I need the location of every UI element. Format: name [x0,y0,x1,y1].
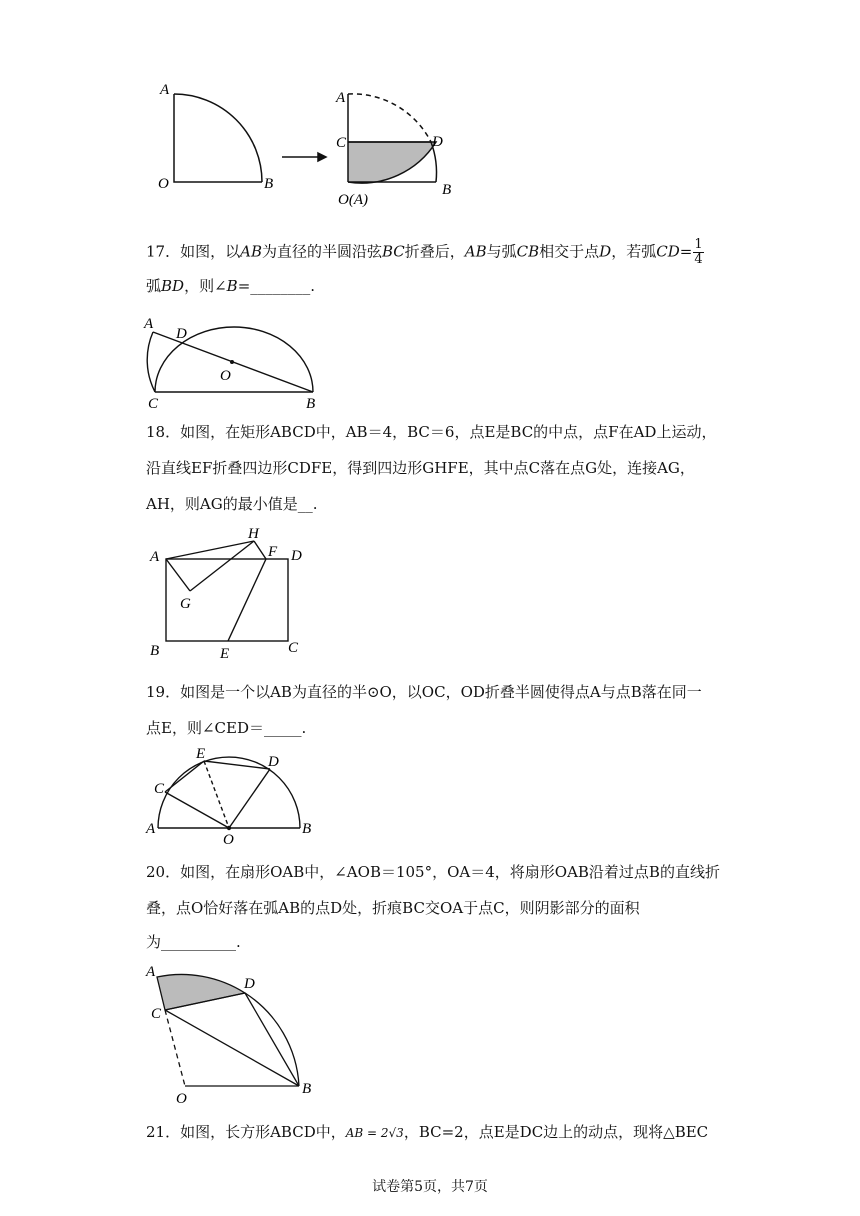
label-D: D [291,548,302,564]
q17-text: 折叠后， [404,242,465,261]
q17-var: D [599,242,612,261]
label-B: B [150,643,160,659]
question-17-line2 [146,276,315,296]
label-B: B [306,396,316,412]
q17-text: ，则∠ [184,277,227,295]
q17-text: 弧 [146,277,162,295]
question-19-line1: 19．如图是一个以AB为直径的半⊙O，以OC，OD折叠半圆使得点A与点B落在同一 [146,683,702,701]
figure-16 [150,74,470,209]
label-H: H [248,526,259,542]
label-B2: B [442,182,452,198]
label-D: D [176,326,187,342]
figure-20 [140,960,330,1110]
figure-17 [140,312,340,412]
label-C: C [336,135,347,151]
figure-18 [146,524,316,660]
label-O: O [223,832,234,844]
question-20-line1: 20．如图，在扇形OAB中，∠AOB＝105°，OA＝4，将扇形OAB沿着过点B的直线折 [146,863,720,881]
label-O: O [220,368,231,384]
q17-text: 为直径的半圆沿弦 [261,242,382,261]
q17-var: BC [381,242,405,261]
label-C: C [148,396,159,412]
q17-var: BD [161,277,185,295]
label-B: B [302,821,312,837]
q17-text: 与弧 [486,242,517,261]
q17-number: 17． [146,242,181,261]
label-C: C [288,640,299,656]
figure-19 [140,744,320,844]
q17-var: AB [464,242,487,261]
page-footer: 试卷第5页，共7页 [372,1179,488,1195]
label-D: D [432,134,443,150]
q17-text: ，若弧 [611,242,657,261]
label-OA: O(A) [338,192,368,208]
question-18-line1: 18．如图，在矩形ABCD中，AB＝4，BC＝6，点E是BC的中点，点F在AD上运动， [146,423,717,441]
q17-text: =________. [237,277,316,295]
q21-text: 21．如图，长方形ABCD中， [146,1123,346,1141]
fraction-one-quarter [693,238,703,267]
label-E: E [196,746,206,762]
label-E: E [220,646,230,660]
label-A: A [144,316,154,332]
label-C: C [154,781,165,797]
label-G: G [180,596,191,612]
q21-expression: AB = 2√3 [345,1126,404,1140]
label-F: F [268,544,278,560]
question-18-line3: AH，则AG的最小值是__. [146,495,318,513]
label-C: C [151,1006,162,1022]
question-19-line2: 点E，则∠CED＝_____. [146,719,307,737]
label-B: B [302,1081,312,1097]
question-20-line3: 为__________. [146,933,241,951]
label-A2: A [336,90,346,106]
q17-text: = [679,242,693,261]
question-17-line1 [146,238,705,267]
q17-var: B [226,277,238,295]
q21-text: ，BC=2，点E是DC边上的动点，现将△BEC [403,1123,709,1141]
label-A: A [146,821,156,837]
q17-text: 相交于点 [539,242,600,261]
fraction-numerator: 1 [694,237,703,252]
label-D: D [268,754,279,770]
q17-text: 如图，以 [180,242,241,261]
label-A: A [146,964,156,980]
q17-var: AB [240,242,262,261]
q17-var: CD [656,242,680,261]
fraction-denominator: 4 [694,252,703,267]
question-21-line1 [146,1122,708,1143]
label-A: A [160,82,170,98]
question-18-line2: 沿直线EF折叠四边形CDFE，得到四边形GHFE，其中点C落在点G处，连接AG， [146,459,695,477]
label-D: D [244,976,255,992]
label-O: O [176,1091,187,1107]
label-O: O [158,176,169,192]
question-20-line2: 叠，点O恰好落在弧AB的点D处，折痕BC交OA于点C，则阴影部分的面积 [146,899,640,917]
q17-var: CB [516,242,540,261]
label-A: A [150,549,160,565]
label-B: B [264,176,274,192]
